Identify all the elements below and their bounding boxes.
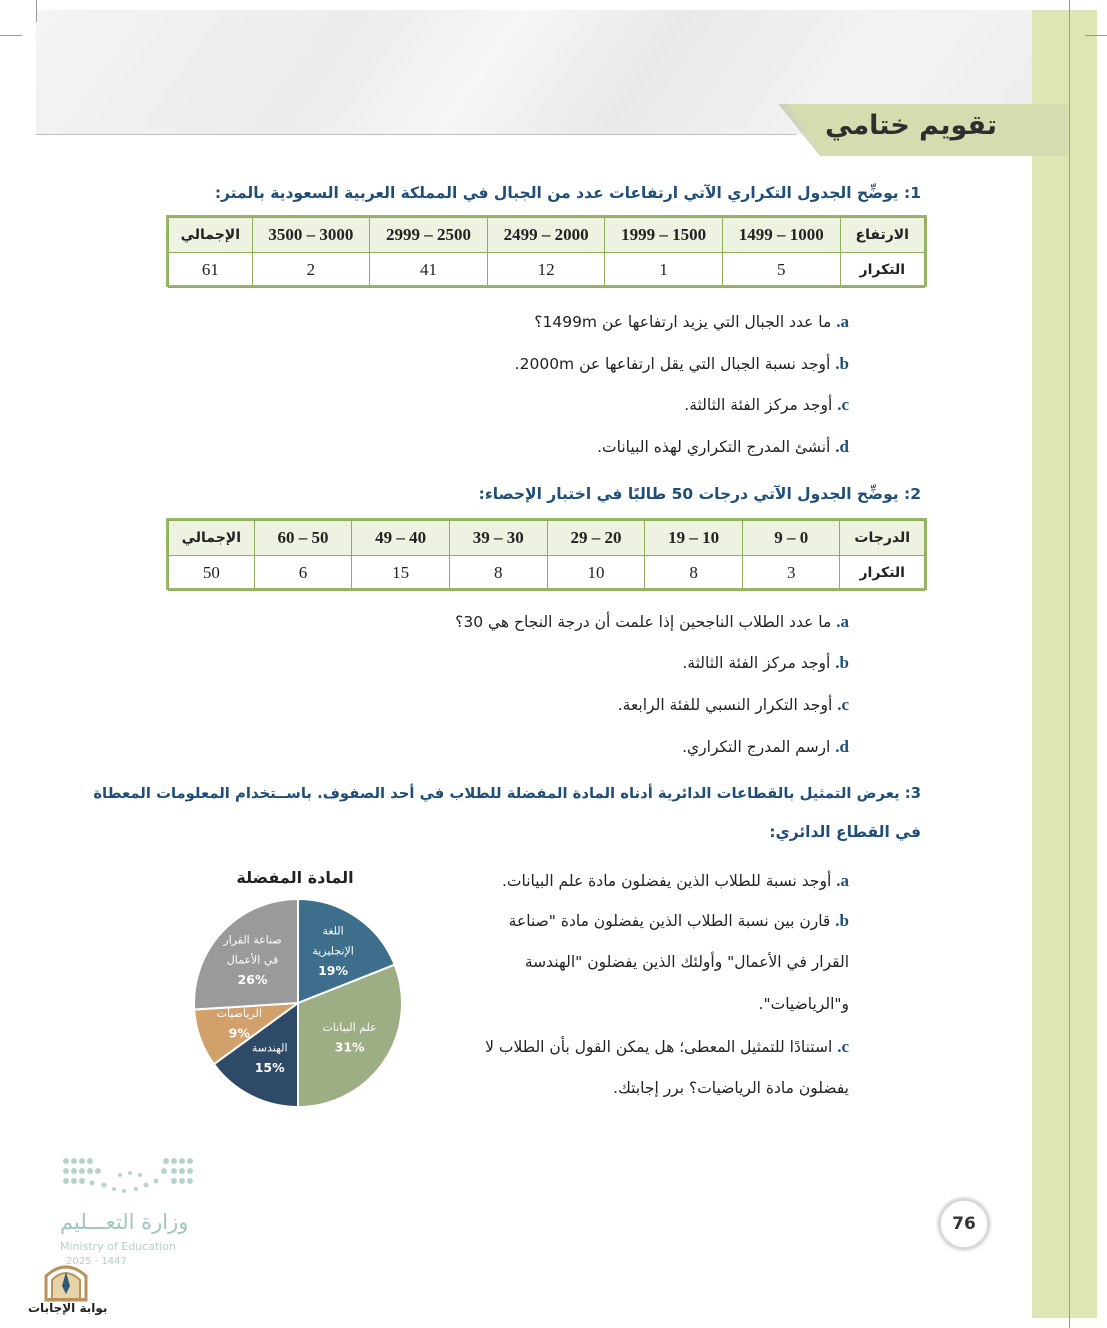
item-letter: c. xyxy=(837,1037,849,1056)
q2-item-d xyxy=(682,737,849,757)
item-text: أنشئ المدرج التكراري لهذه البيانات. xyxy=(597,438,831,456)
q2-item-c xyxy=(618,695,849,715)
ministry-year: 2025 - 1447 xyxy=(66,1256,127,1267)
table-header-cell: 3000 – 3500 xyxy=(252,218,370,253)
ministry-name-english: Ministry of Education xyxy=(60,1240,177,1253)
side-trim-line xyxy=(1069,0,1070,1328)
table-header-label: الارتفاع xyxy=(840,218,924,253)
ministry-name-arabic: وزارة التعـــليم xyxy=(60,1210,189,1234)
q2-item-b xyxy=(682,653,849,673)
q1-item-a xyxy=(534,312,849,332)
pie-slice-label: اللغة xyxy=(322,924,344,938)
site-logo-icon xyxy=(36,1256,96,1326)
crop-mark xyxy=(1085,35,1107,36)
q2-item-a xyxy=(455,612,849,632)
table-header-cell-total: الإجمالي xyxy=(169,521,255,556)
question-2-text: 2: يوضِّح الجدول الآتي درجات 50 طالبًا في اختبار الإحصاء: xyxy=(478,485,921,503)
table-cell: 1 xyxy=(605,253,723,288)
crop-mark xyxy=(36,0,37,22)
item-text: ارسم المدرج التكراري. xyxy=(682,738,831,756)
table-header-cell: 10 – 19 xyxy=(645,521,743,556)
table-header-cell: 50 – 60 xyxy=(254,521,352,556)
item-letter: c. xyxy=(837,395,849,414)
item-letter: d. xyxy=(835,737,849,756)
item-letter: a. xyxy=(836,612,849,631)
pie-slice-value-label: 26% xyxy=(237,971,268,987)
q3-item-c-line2: يفضلون مادة الرياضيات؟ برر إجابتك. xyxy=(613,1079,849,1097)
table-header-cell: 40 – 49 xyxy=(352,521,450,556)
table-cell: 12 xyxy=(487,253,605,288)
pie-slice-label: الإنجليزية xyxy=(312,944,354,958)
table-cell: 2 xyxy=(252,253,370,288)
pie-slice-label: الهندسة xyxy=(251,1041,288,1055)
table-header-cell: 1000 – 1499 xyxy=(722,218,840,253)
item-text: أوجد نسبة الجبال التي يقل ارتفاعها عن 2000m. xyxy=(514,355,831,373)
item-text: أوجد التكرار النسبي للفئة الرابعة. xyxy=(617,696,833,714)
table-header-cell: 30 – 39 xyxy=(449,521,547,556)
section-title: تقويم ختامي xyxy=(825,110,997,141)
page-number: 76 xyxy=(938,1198,990,1250)
table-header-cell-total: الإجمالي xyxy=(169,218,253,253)
table-cell: 41 xyxy=(370,253,488,288)
item-letter: a. xyxy=(836,312,849,331)
q3-item-a xyxy=(502,871,849,891)
table-header-cell: 20 – 29 xyxy=(547,521,645,556)
side-band xyxy=(1032,10,1097,1318)
question-3-text-line2: في القطاع الدائري: xyxy=(769,823,921,841)
table-cell: 61 xyxy=(169,253,253,288)
item-text: أوجد مركز الفئة الثالثة. xyxy=(682,654,831,672)
pie-slice-label: علم البيانات xyxy=(322,1021,377,1035)
item-text: ما عدد الطلاب الناجحين إذا علمت أن درجة النجاح هي 30؟ xyxy=(455,613,832,631)
table-header-cell: 0 – 9 xyxy=(742,521,840,556)
item-letter: b. xyxy=(835,911,849,930)
table-frame xyxy=(166,215,927,287)
q3-item-b-line2: القرار في الأعمال" وأولئك الذين يفضلون "الهندسة xyxy=(524,953,849,971)
item-text: أوجد مركز الفئة الثالثة. xyxy=(684,396,833,414)
pie-slice-value-label: 9% xyxy=(228,1025,250,1041)
question-3-text-line1: 3: يعرض التمثيل بالقطاعات الدائرية أدناه المادة المفضلة للطلاب في أحد الصفوف. باســتخدام المعلومات المعطاة xyxy=(93,785,921,802)
q3-item-b-line3: و"الرياضيات". xyxy=(758,995,849,1013)
table-frame xyxy=(166,518,927,590)
question-1-text: 1: يوضِّح الجدول التكراري الآتي ارتفاعات عدد من الجبال في المملكة العربية السعودية بالمتر: xyxy=(214,184,921,202)
table-cell: 5 xyxy=(722,253,840,288)
table-cell: 6 xyxy=(254,556,352,591)
item-text: ما عدد الجبال التي يزيد ارتفاعها عن 1499m؟ xyxy=(534,313,832,331)
table-cell: 50 xyxy=(169,556,255,591)
pie-slice-value-label: 15% xyxy=(254,1060,285,1076)
table-header-label: الدرجات xyxy=(840,521,925,556)
pie-slice-value-label: 31% xyxy=(334,1039,365,1055)
item-text: قارن بين نسبة الطلاب الذين يفضلون مادة "صناعة xyxy=(508,912,831,930)
item-letter: b. xyxy=(835,653,849,672)
ministry-logo-dots xyxy=(60,1155,200,1201)
table-row-label: التكرار xyxy=(840,253,924,288)
q3-item-c-line1 xyxy=(485,1037,849,1057)
item-letter: a. xyxy=(836,871,849,890)
pie-slice-label: الرياضيات xyxy=(216,1007,262,1021)
item-letter: c. xyxy=(837,695,849,714)
q1-item-b xyxy=(515,354,849,374)
pie-slice-value-label: 19% xyxy=(318,962,349,978)
crop-mark xyxy=(0,35,22,36)
q1-item-c xyxy=(684,395,849,415)
item-text: استنادًا للتمثيل المعطى؛ هل يمكن القول بأن الطلاب لا xyxy=(485,1038,833,1056)
pie-chart-title: المادة المفضلة xyxy=(236,868,354,887)
item-letter: d. xyxy=(835,437,849,456)
pie-slice-label: صناعة القرار xyxy=(223,933,282,947)
table-cell: 8 xyxy=(449,556,547,591)
site-name: بوابة الإجابات xyxy=(28,1301,108,1315)
table-header-cell: 1500 – 1999 xyxy=(605,218,723,253)
q3-item-b-line1 xyxy=(509,911,849,931)
table-header-cell: 2000 – 2499 xyxy=(487,218,605,253)
header-divider xyxy=(36,134,796,135)
table-cell: 8 xyxy=(645,556,743,591)
pie-chart xyxy=(190,895,406,1111)
table-row-label: التكرار xyxy=(840,556,925,591)
pie-slice-label: في الأعمال xyxy=(226,953,279,967)
table-cell: 3 xyxy=(742,556,840,591)
item-text: أوجد نسبة للطلاب الذين يفضلون مادة علم البيانات. xyxy=(501,872,832,890)
table-header-cell: 2500 – 2999 xyxy=(370,218,488,253)
item-letter: b. xyxy=(835,354,849,373)
q1-item-d xyxy=(597,437,849,457)
table-cell: 15 xyxy=(352,556,450,591)
table-cell: 10 xyxy=(547,556,645,591)
